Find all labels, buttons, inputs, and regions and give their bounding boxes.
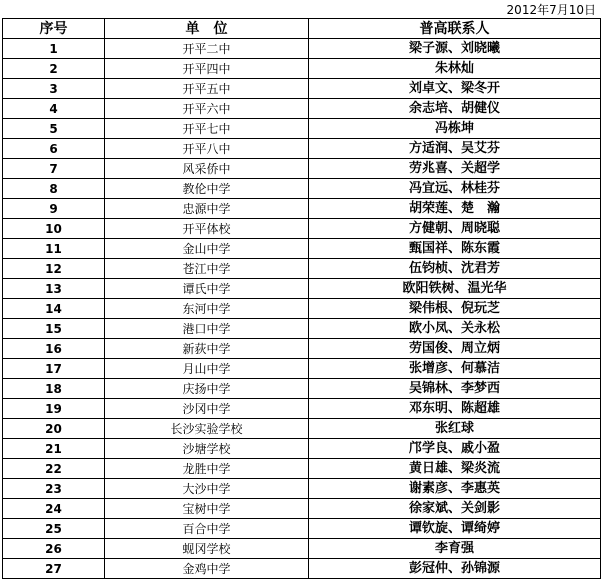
- row-contact: 朱林灿: [309, 59, 601, 79]
- table-row: [3, 519, 601, 539]
- row-unit: 开平二中: [105, 39, 309, 59]
- row-index: 4: [3, 99, 105, 119]
- row-index: 26: [3, 539, 105, 559]
- table-row: [3, 539, 601, 559]
- table-row: [3, 379, 601, 399]
- row-contact: 欧小凤、关永松: [309, 319, 601, 339]
- row-contact: 刘卓文、梁冬开: [309, 79, 601, 99]
- row-unit: 开平六中: [105, 99, 309, 119]
- row-index: 23: [3, 479, 105, 499]
- table-row: [3, 279, 601, 299]
- row-contact: 胡荣莲、楚 瀚: [309, 199, 601, 219]
- row-index: 16: [3, 339, 105, 359]
- row-contact: 冯宜远、林桂芬: [309, 179, 601, 199]
- table-body: [3, 39, 601, 579]
- row-unit: 开平八中: [105, 139, 309, 159]
- table-row: [3, 99, 601, 119]
- row-unit: 蚬冈学校: [105, 539, 309, 559]
- row-index: 10: [3, 219, 105, 239]
- row-contact: 邓东明、陈超雄: [309, 399, 601, 419]
- row-unit: 开平体校: [105, 219, 309, 239]
- row-index: 25: [3, 519, 105, 539]
- row-index: 20: [3, 419, 105, 439]
- table-row: [3, 39, 601, 59]
- row-unit: 金鸡中学: [105, 559, 309, 579]
- table-row: [3, 59, 601, 79]
- contact-table: [2, 18, 601, 579]
- row-index: 11: [3, 239, 105, 259]
- table-row: [3, 79, 601, 99]
- table-row: [3, 159, 601, 179]
- table-row: [3, 319, 601, 339]
- row-index: 7: [3, 159, 105, 179]
- row-contact: 黄日雄、梁炎流: [309, 459, 601, 479]
- table-row: [3, 439, 601, 459]
- row-unit: 东河中学: [105, 299, 309, 319]
- row-contact: 彭冠仲、孙锦源: [309, 559, 601, 579]
- row-index: 9: [3, 199, 105, 219]
- table-row: [3, 459, 601, 479]
- header-row: [3, 19, 601, 39]
- table-row: [3, 199, 601, 219]
- row-index: 24: [3, 499, 105, 519]
- table-row: [3, 419, 601, 439]
- row-unit: 大沙中学: [105, 479, 309, 499]
- row-index: 2: [3, 59, 105, 79]
- row-index: 18: [3, 379, 105, 399]
- row-contact: 方适润、吴艾芬: [309, 139, 601, 159]
- row-index: 21: [3, 439, 105, 459]
- row-unit: 金山中学: [105, 239, 309, 259]
- table-row: [3, 479, 601, 499]
- row-unit: 百合中学: [105, 519, 309, 539]
- row-contact: 余志培、胡健仪: [309, 99, 601, 119]
- row-unit: 教伦中学: [105, 179, 309, 199]
- row-contact: 谭钦旋、谭绮婷: [309, 519, 601, 539]
- row-unit: 龙胜中学: [105, 459, 309, 479]
- row-contact: 劳国俊、周立炳: [309, 339, 601, 359]
- row-contact: 冯栋坤: [309, 119, 601, 139]
- row-index: 14: [3, 299, 105, 319]
- row-unit: 开平五中: [105, 79, 309, 99]
- row-contact: 梁子源、刘晓曦: [309, 39, 601, 59]
- row-unit: 长沙实验学校: [105, 419, 309, 439]
- row-unit: 苍江中学: [105, 259, 309, 279]
- row-index: 6: [3, 139, 105, 159]
- header-contact: 普高联系人: [309, 19, 601, 39]
- row-unit: 沙塘学校: [105, 439, 309, 459]
- row-unit: 庆扬中学: [105, 379, 309, 399]
- table-row: [3, 299, 601, 319]
- row-unit: 谭氏中学: [105, 279, 309, 299]
- row-contact: 徐家斌、关剑影: [309, 499, 601, 519]
- row-index: 17: [3, 359, 105, 379]
- header-unit: 单 位: [105, 19, 309, 39]
- row-unit: 沙冈中学: [105, 399, 309, 419]
- table-row: [3, 239, 601, 259]
- row-contact: 李育强: [309, 539, 601, 559]
- header-index: 序号: [3, 19, 105, 39]
- row-unit: 风采侨中: [105, 159, 309, 179]
- row-index: 13: [3, 279, 105, 299]
- table-row: [3, 339, 601, 359]
- row-contact: 欧阳铁树、温光华: [309, 279, 601, 299]
- row-index: 1: [3, 39, 105, 59]
- row-contact: 吴锦林、李梦西: [309, 379, 601, 399]
- row-contact: 张红球: [309, 419, 601, 439]
- row-index: 5: [3, 119, 105, 139]
- row-index: 27: [3, 559, 105, 579]
- table-row: [3, 119, 601, 139]
- row-unit: 开平四中: [105, 59, 309, 79]
- table-row: [3, 499, 601, 519]
- table-row: [3, 399, 601, 419]
- row-index: 22: [3, 459, 105, 479]
- row-index: 8: [3, 179, 105, 199]
- table-row: [3, 179, 601, 199]
- row-contact: 梁伟根、倪玩芝: [309, 299, 601, 319]
- row-unit: 港口中学: [105, 319, 309, 339]
- table-row: [3, 359, 601, 379]
- row-contact: 方健朝、周晓聪: [309, 219, 601, 239]
- row-unit: 宝树中学: [105, 499, 309, 519]
- document-date: 2012年7月10日: [506, 3, 596, 17]
- table-row: [3, 259, 601, 279]
- row-index: 15: [3, 319, 105, 339]
- row-contact: 甄国祥、陈东霞: [309, 239, 601, 259]
- row-contact: 张增彦、何慕洁: [309, 359, 601, 379]
- row-contact: 谢素彦、李惠英: [309, 479, 601, 499]
- table-row: [3, 219, 601, 239]
- row-unit: 新荻中学: [105, 339, 309, 359]
- table-row: [3, 559, 601, 579]
- row-index: 19: [3, 399, 105, 419]
- row-index: 12: [3, 259, 105, 279]
- row-contact: 邝学良、戚小盈: [309, 439, 601, 459]
- row-unit: 月山中学: [105, 359, 309, 379]
- row-contact: 伍钧桢、沈君芳: [309, 259, 601, 279]
- table-row: [3, 139, 601, 159]
- row-index: 3: [3, 79, 105, 99]
- row-unit: 忠源中学: [105, 199, 309, 219]
- row-contact: 劳兆喜、关超学: [309, 159, 601, 179]
- row-unit: 开平七中: [105, 119, 309, 139]
